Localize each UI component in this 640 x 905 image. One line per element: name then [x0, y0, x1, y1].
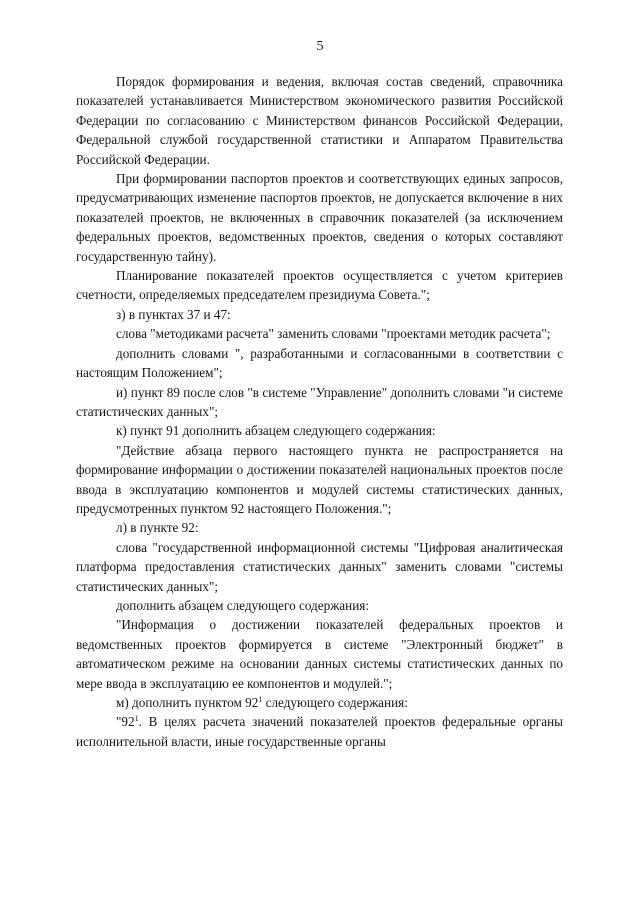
paragraph: и) пункт 89 после слов "в системе "Управление" дополнить словами "и системе статистических данных"; — [76, 384, 563, 419]
paragraph-text: м) дополнить пунктом 92 — [116, 695, 259, 710]
paragraph: к) пункт 91 дополнить абзацем следующего содержания: — [116, 423, 436, 439]
paragraph — [76, 712, 563, 751]
paragraph: Планирование показателей проектов осуществляется с учетом критериев счетности, определяемых председателем президиума Совета."; — [76, 268, 563, 303]
paragraph: слова "государственной информационной системы "Цифровая аналитическая платформа предоставления статистических данных" заменить словами "системы статистических данных"; — [76, 539, 563, 594]
paragraph: "Действие абзаца первого настоящего пункта не распространяется на формирование информации о достижении показателей национальных проектов после ввода в эксплуатацию компонентов и модулей системы статистических данных, предусмотренных пунктом 92 настоящего Положения."; — [76, 442, 563, 516]
paragraph: дополнить абзацем следующего содержания: — [116, 597, 370, 613]
paragraph: При формировании паспортов проектов и соответствующих единых запросов, предусматривающих изменение паспортов проектов, не допускается включение в них показателей проектов, не включенных в справочник показателей (за исключением федеральных проектов, ведомственных проектов, сведения о которых составляют государственную тайну). — [76, 171, 563, 264]
paragraph: з) в пунктах 37 и 47: — [116, 306, 231, 322]
superscript: 1 — [258, 695, 263, 704]
paragraph: дополнить словами ", разработанными и согласованными в соответствии с настоящим Положением"; — [76, 345, 563, 381]
paragraph-text: "92 — [116, 714, 135, 730]
paragraph: л) в пункте 92: — [116, 520, 199, 536]
paragraph: Порядок формирования и ведения, включая состав сведений, справочника показателей устанавливается Министерством экономического развития Российской Федерации по согласованию с Министерством финансов Российской Федерации, Федеральной службой государственной статистики и Аппаратом Правительства Российской Федерации. — [76, 74, 563, 167]
paragraph-text: . В целях расчета значений показателей проектов федеральные органы исполнительной власти, иные государственные органы — [76, 714, 563, 749]
document-body — [76, 72, 563, 751]
paragraph: "Информация о достижении показателей федеральных проектов и ведомственных проектов формируется в системе "Электронный бюджет" в автоматическом режиме на основании данных системы статистических данных по мере ввода в эксплуатацию ее компонентов и модулей."; — [76, 617, 563, 691]
page-number: 5 — [316, 39, 324, 54]
paragraph: слова "методиками расчета" заменить словами "проектами методик расчета"; — [116, 326, 551, 342]
superscript: 1 — [134, 714, 139, 724]
paragraph-text: следующего содержания: — [262, 695, 408, 710]
paragraph — [76, 693, 563, 712]
